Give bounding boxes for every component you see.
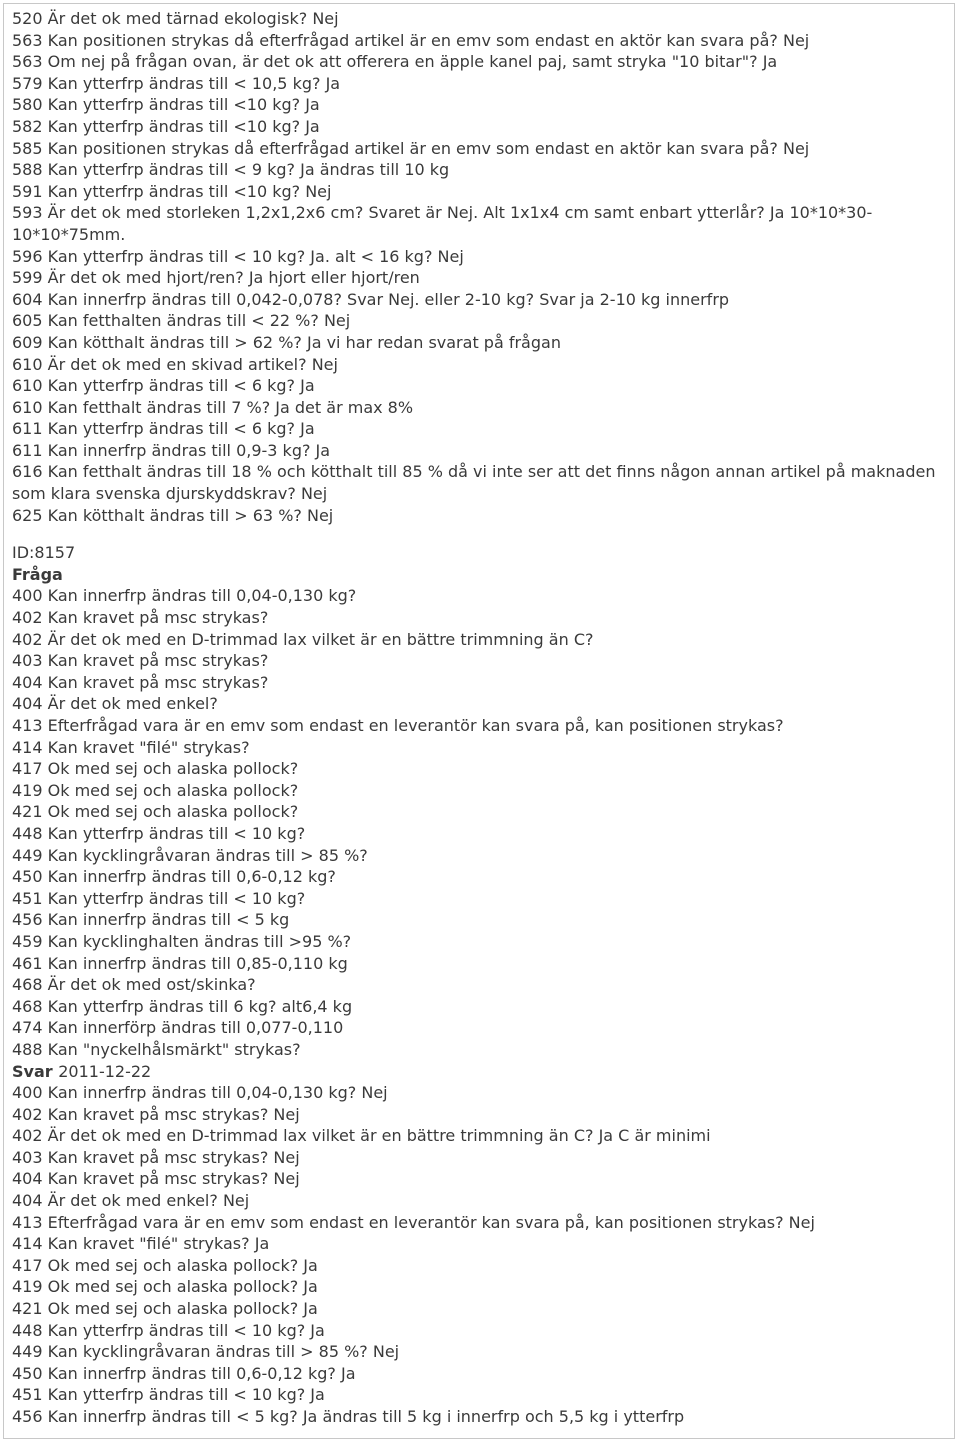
list-item: 403 Kan kravet på msc strykas? Nej: [12, 1147, 300, 1167]
record-id: ID:8157: [12, 543, 76, 563]
list-item: 611 Kan innerfrp ändras till 0,9-3 kg? Ja: [12, 440, 331, 460]
list-item: 596 Kan ytterfrp ändras till < 10 kg? Ja. alt < 16 kg? Nej: [12, 246, 464, 266]
list-item: 610 Är det ok med en skivad artikel? Nej: [12, 354, 338, 374]
list-item: 520 Är det ok med tärnad ekologisk? Nej: [12, 9, 339, 28]
list-item: 450 Kan innerfrp ändras till 0,6-0,12 kg? Ja: [12, 1363, 356, 1383]
list-item: 591 Kan ytterfrp ändras till <10 kg? Nej: [12, 181, 332, 201]
list-item: 404 Kan kravet på msc strykas?: [12, 672, 269, 692]
list-item: 419 Ok med sej och alaska pollock? Ja: [12, 1277, 318, 1297]
list-item: 474 Kan innerförp ändras till 0,077-0,110: [12, 1018, 344, 1038]
list-item: 563 Kan positionen strykas då efterfrågad artikel är en emv som endast en aktör kan svara på? Nej: [12, 30, 810, 50]
question-section: [12, 564, 942, 1061]
document-frame: [3, 3, 955, 1439]
answer-heading-label: Svar: [12, 1061, 53, 1081]
list-item: 625 Kan kötthalt ändras till > 63 %? Nej: [12, 505, 334, 525]
list-item: 468 Är det ok med ost/skinka?: [12, 975, 256, 995]
list-item: 404 Är det ok med enkel? Nej: [12, 1191, 250, 1211]
list-item: 402 Är det ok med en D-trimmad lax vilket är en bättre trimmning än C?: [12, 629, 594, 649]
list-item: 449 Kan kycklingråvaran ändras till > 85 %? Nej: [12, 1342, 400, 1362]
list-item: 456 Kan innerfrp ändras till < 5 kg: [12, 910, 290, 930]
answer-heading: [12, 1061, 942, 1083]
list-item: 588 Kan ytterfrp ändras till < 9 kg? Ja ändras till 10 kg: [12, 160, 450, 180]
list-item: 402 Kan kravet på msc strykas?: [12, 608, 269, 628]
list-item: 593 Är det ok med storleken 1,2x1,2x6 cm? Svaret är Nej. Alt 1x1x4 cm samt enbart ytterlår? Ja 10*10*30-10*10*75mm.: [12, 203, 873, 244]
list-item: 461 Kan innerfrp ändras till 0,85-0,110 kg: [12, 953, 348, 973]
list-item: 413 Efterfrågad vara är en emv som endast en leverantör kan svara på, kan positionen strykas? Nej: [12, 1212, 815, 1232]
list-item: 609 Kan kötthalt ändras till > 62 %? Ja vi har redan svarat på frågan: [12, 332, 561, 352]
list-item: 448 Kan ytterfrp ändras till < 10 kg? Ja: [12, 1320, 325, 1340]
list-item: 610 Kan fetthalt ändras till 7 %? Ja det är max 8%: [12, 397, 414, 417]
list-item: 468 Kan ytterfrp ändras till 6 kg? alt6,4 kg: [12, 996, 353, 1016]
list-item: 421 Ok med sej och alaska pollock?: [12, 802, 299, 822]
list-item: 400 Kan innerfrp ändras till 0,04-0,130 kg? Nej: [12, 1083, 388, 1103]
list-item: 451 Kan ytterfrp ändras till < 10 kg? Ja: [12, 1385, 325, 1405]
list-item: 451 Kan ytterfrp ändras till < 10 kg?: [12, 888, 306, 908]
list-item: 413 Efterfrågad vara är en emv som endast en leverantör kan svara på, kan positionen strykas?: [12, 716, 784, 735]
list-item: 404 Kan kravet på msc strykas? Nej: [12, 1169, 300, 1189]
list-item: 459 Kan kycklinghalten ändras till >95 %?: [12, 931, 352, 951]
answer-date: 2011-12-22: [58, 1061, 152, 1081]
list-item: 456 Kan innerfrp ändras till < 5 kg? Ja ändras till 5 kg i innerfrp och 5,5 kg i ytterfrp: [12, 1407, 685, 1426]
list-item: 414 Kan kravet "filé" strykas? Ja: [12, 1234, 270, 1254]
list-item: 488 Kan "nyckelhålsmärkt" strykas?: [12, 1039, 301, 1059]
question-heading: Fråga: [12, 564, 63, 584]
list-item: 563 Om nej på frågan ovan, är det ok att offerera en äpple kanel paj, samt stryka "10 bitar"? Ja: [12, 52, 778, 72]
list-item: 419 Ok med sej och alaska pollock?: [12, 780, 299, 800]
list-item: 402 Är det ok med en D-trimmad lax vilket är en bättre trimmning än C? Ja C är minimi: [12, 1126, 711, 1146]
list-item: 580 Kan ytterfrp ändras till <10 kg? Ja: [12, 95, 320, 115]
list-item: 400 Kan innerfrp ändras till 0,04-0,130 kg?: [12, 586, 357, 606]
list-item: 402 Kan kravet på msc strykas? Nej: [12, 1104, 300, 1124]
list-item: 582 Kan ytterfrp ändras till <10 kg? Ja: [12, 116, 320, 136]
list-item: 605 Kan fetthalten ändras till < 22 %? Nej: [12, 311, 351, 331]
list-item: 585 Kan positionen strykas då efterfrågad artikel är en emv som endast en aktör kan svara på? Nej: [12, 138, 810, 158]
list-item: 403 Kan kravet på msc strykas?: [12, 651, 269, 671]
answer-section: [12, 1061, 942, 1428]
previous-answers-list: [12, 8, 942, 526]
document-content: [12, 8, 942, 1428]
list-item: 611 Kan ytterfrp ändras till < 6 kg? Ja: [12, 419, 315, 439]
list-item: 616 Kan fetthalt ändras till 18 % och kötthalt till 85 % då vi inte ser att det finns någon annan artikel på maknaden som klara svenska djurskyddskrav? Nej: [12, 462, 941, 504]
list-item: 604 Kan innerfrp ändras till 0,042-0,078? Svar Nej. eller 2-10 kg? Svar ja 2-10 kg innerfrp: [12, 289, 730, 309]
list-item: 448 Kan ytterfrp ändras till < 10 kg?: [12, 823, 306, 843]
section-gap: [12, 526, 942, 542]
list-item: 417 Ok med sej och alaska pollock?: [12, 759, 299, 779]
list-item: 404 Är det ok med enkel?: [12, 694, 218, 714]
list-item: 450 Kan innerfrp ändras till 0,6-0,12 kg?: [12, 867, 336, 887]
list-item: 579 Kan ytterfrp ändras till < 10,5 kg? Ja: [12, 73, 341, 93]
list-item: 417 Ok med sej och alaska pollock? Ja: [12, 1255, 318, 1275]
list-item: 599 Är det ok med hjort/ren? Ja hjort eller hjort/ren: [12, 268, 420, 288]
list-item: 414 Kan kravet "filé" strykas?: [12, 737, 250, 757]
list-item: 449 Kan kycklingråvaran ändras till > 85 %?: [12, 845, 368, 865]
list-item: 610 Kan ytterfrp ändras till < 6 kg? Ja: [12, 376, 315, 396]
list-item: 421 Ok med sej och alaska pollock? Ja: [12, 1299, 318, 1319]
